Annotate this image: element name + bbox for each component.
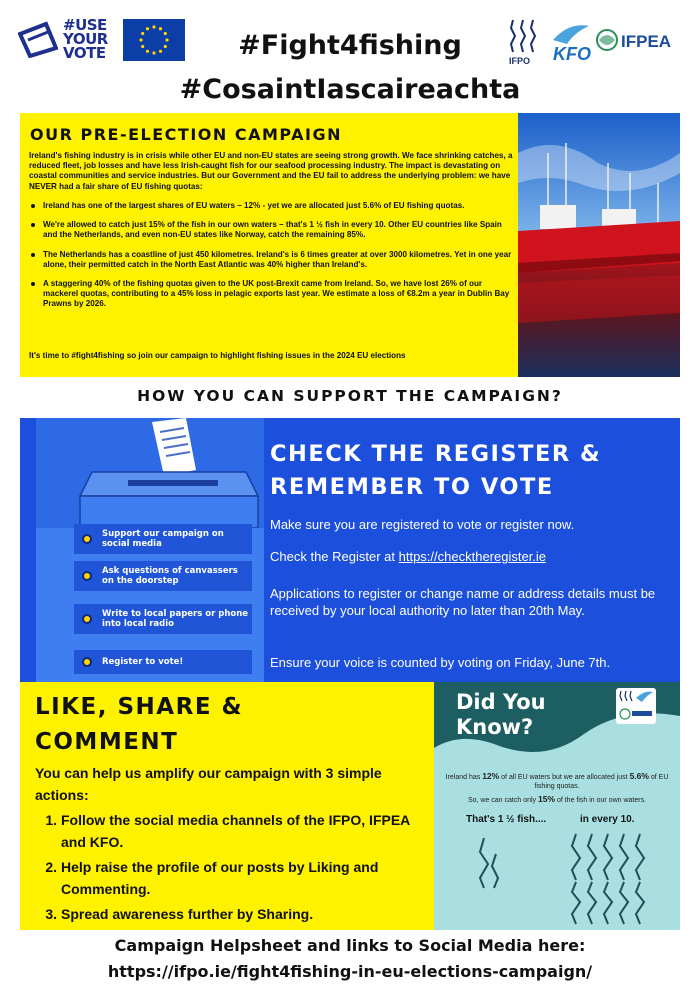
register-para-4: Ensure your voice is counted by voting on Friday, June 7th. [270,655,611,670]
action-item-local-media: Write to local papers or phone into local radio [74,604,252,634]
fish-icons-illustration [434,830,680,930]
footer-helpsheet-text: Campaign Helpsheet and links to Social Media here: [114,936,586,955]
ifpea-label: IFPEA [621,32,672,51]
footer-campaign-url[interactable]: https://ifpo.ie/fight4fishing-in-eu-elections-campaign/ [107,962,593,981]
bullet-icon [82,534,92,544]
register-heading: CHECK THE REGISTER & REMEMBER TO VOTE [270,441,602,500]
bullet-icon [31,282,35,286]
did-you-know-title: Did You Know? [456,690,546,739]
hashtag-cosaint: #CosaintIascaireachta [179,74,521,105]
bullet-icon [82,657,92,667]
campaign-closing: It's time to #fight4fishing so join our campaign to highlight fishing issues in the 2024 EU elections [29,351,406,360]
bullet-icon [82,571,92,581]
list-item: 1. Follow the social media channels of the IFPO, IFPEA and KFO. [45,812,410,850]
list-item: The Netherlands has a coastline of just 450 kilometres. Ireland's is 6 times greater at over 3000 kilometres. Yet in one year alone, their permitted catch in the North East Atlantic was 40% higher than Ireland's. [29,250,513,270]
action-item-canvassers: Ask questions of canvassers on the doorstep [74,561,252,591]
register-section [20,418,680,682]
use-your-vote-text: #USE YOUR VOTE [63,16,108,62]
bullet-icon [82,614,92,624]
list-item: Ireland has one of the largest shares of EU waters – 12% - yet we are allocated just 5.6% of EU fishing quotas. [29,201,513,211]
pre-election-campaign-section [20,113,518,377]
register-para-1: Make sure you are registered to vote or register now. [270,517,575,532]
like-heading: LIKE, SHARE & COMMENT [35,694,244,755]
punchline-part-1: That's 1 ½ fish.... [466,814,547,825]
action-item-social: Support our campaign on social media [74,524,252,554]
did-you-know-panel [434,682,680,930]
campaign-intro: Ireland's fishing industry is in crisis while other EU and non-EU states are seeing strong growth. We face shrinking catches, a reduced fleet, job losses and have less Irish-caught fish for our seafood processing industry. The impact is devastating on coastal communities and service industries. But our Government and the EU fail to address the underlying problem: we have NEVER had a fair share of EU fishing quotas: [29,151,513,191]
register-para-3: Applications to register or change name or address details must be received by your local authority no later than 20th May. [270,586,656,618]
fact-fish-catch: So, we can catch only 15% of the fish in our own waters. [467,794,647,804]
like-actions-list [35,809,425,928]
action-item-register: Register to vote! [74,650,252,674]
list-item: A staggering 40% of the fishing quotas given to the UK post-Brexit came from Ireland. So, we have lost 26% of our mackerel quotas, contributing to a 45% loss in pelagic exports last year. We estimate a loss of €8.2m a year in Dublin Bay Prawns by 2026. [29,279,513,310]
list-item: We're allowed to catch just 15% of the fish in our own waters – that's 1 ½ fish in every 10. Other EU countries like Spain and the Netherlands, and even non-EU states like Norway, catch the remaining 85%. [29,220,513,240]
campaign-bullets [29,201,513,319]
bullet-icon [31,253,35,257]
actions-panel [36,418,264,682]
list-item: 3. Spread awareness further by Sharing. [45,906,314,922]
fishing-boats-photo [518,113,680,377]
bullet-icon [31,223,35,227]
campaign-heading: OUR PRE-ELECTION CAMPAIGN [30,125,342,144]
checktheregister-link[interactable]: https://checktheregister.ie [398,549,547,564]
hashtag-fight4fishing: #Fight4fishing [238,30,462,61]
kfo-label: KFO [553,44,591,64]
bullet-icon [31,204,35,208]
header [0,0,700,108]
ifpo-label: IFPO [509,56,531,66]
list-item: 2. Help raise the profile of our posts by Liking and Commenting. [45,859,379,897]
like-intro: You can help us amplify our campaign with 3 simple actions: [35,765,382,803]
partner-logos-small-icon [616,688,656,724]
punchline-part-2: in every 10. [580,814,635,825]
support-heading: HOW YOU CAN SUPPORT THE CAMPAIGN? [137,387,563,405]
partner-logos [507,18,693,70]
register-para-2: Check the Register at https://checktheregister.ie [270,549,547,564]
like-share-comment-section [20,682,434,930]
fact-eu-waters: Ireland has 12% of all EU waters but we are allocated just 5.6% of EU fishing quotas. [445,771,669,790]
ballot-box-illustration-icon [36,418,264,528]
